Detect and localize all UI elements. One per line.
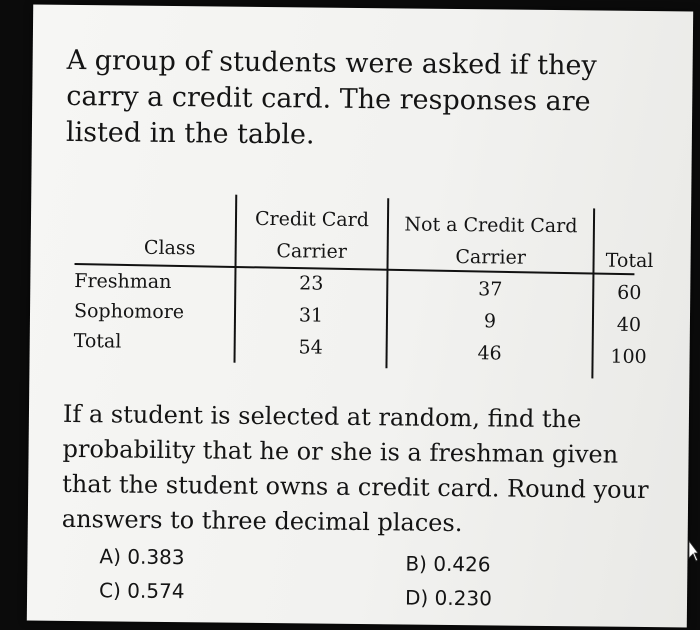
cell-freshman-not-carrier: 37: [478, 278, 503, 301]
choice-d[interactable]: D) 0.230: [404, 585, 493, 611]
data-table: [73, 193, 654, 375]
row-label-freshman: Freshman: [74, 270, 172, 294]
header-not-carrier-bottom: Carrier: [455, 245, 526, 269]
problem-question: If a student is selected at random, find the probability that he or she is a freshman given that the student owns a credit card. Round your answers to three decimal places.: [61, 399, 649, 538]
header-total: Total: [605, 249, 654, 273]
choice-c[interactable]: C) 0.574: [98, 578, 185, 604]
row-label-sophomore: Sophomore: [73, 300, 185, 324]
cell-sophomore-not-carrier: 9: [483, 310, 497, 333]
cell-total-not-carrier: 46: [477, 342, 502, 365]
header-class: Class: [143, 236, 196, 260]
header-not-carrier-top: Not a Credit Card: [404, 213, 578, 238]
cell-sophomore-total: 40: [616, 313, 642, 336]
worksheet: [27, 5, 693, 628]
cell-freshman-total: 60: [617, 281, 642, 304]
cell-freshman-carrier: 23: [299, 272, 324, 295]
header-carrier-top: Credit Card: [254, 207, 370, 232]
choice-b[interactable]: B) 0.426: [405, 551, 491, 577]
header-carrier-bottom: Carrier: [276, 240, 348, 263]
cell-total-total: 100: [610, 345, 647, 369]
problem-intro: A group of students were asked if they carry a credit card. The responses are listed in the table.: [65, 44, 597, 151]
mouse-cursor-icon: [688, 540, 698, 562]
cell-total-carrier: 54: [298, 336, 323, 359]
column-divider-2: [385, 198, 389, 368]
cell-sophomore-carrier: 31: [298, 304, 324, 327]
row-label-total: Total: [73, 330, 122, 353]
choice-a[interactable]: A) 0.383: [99, 544, 185, 570]
